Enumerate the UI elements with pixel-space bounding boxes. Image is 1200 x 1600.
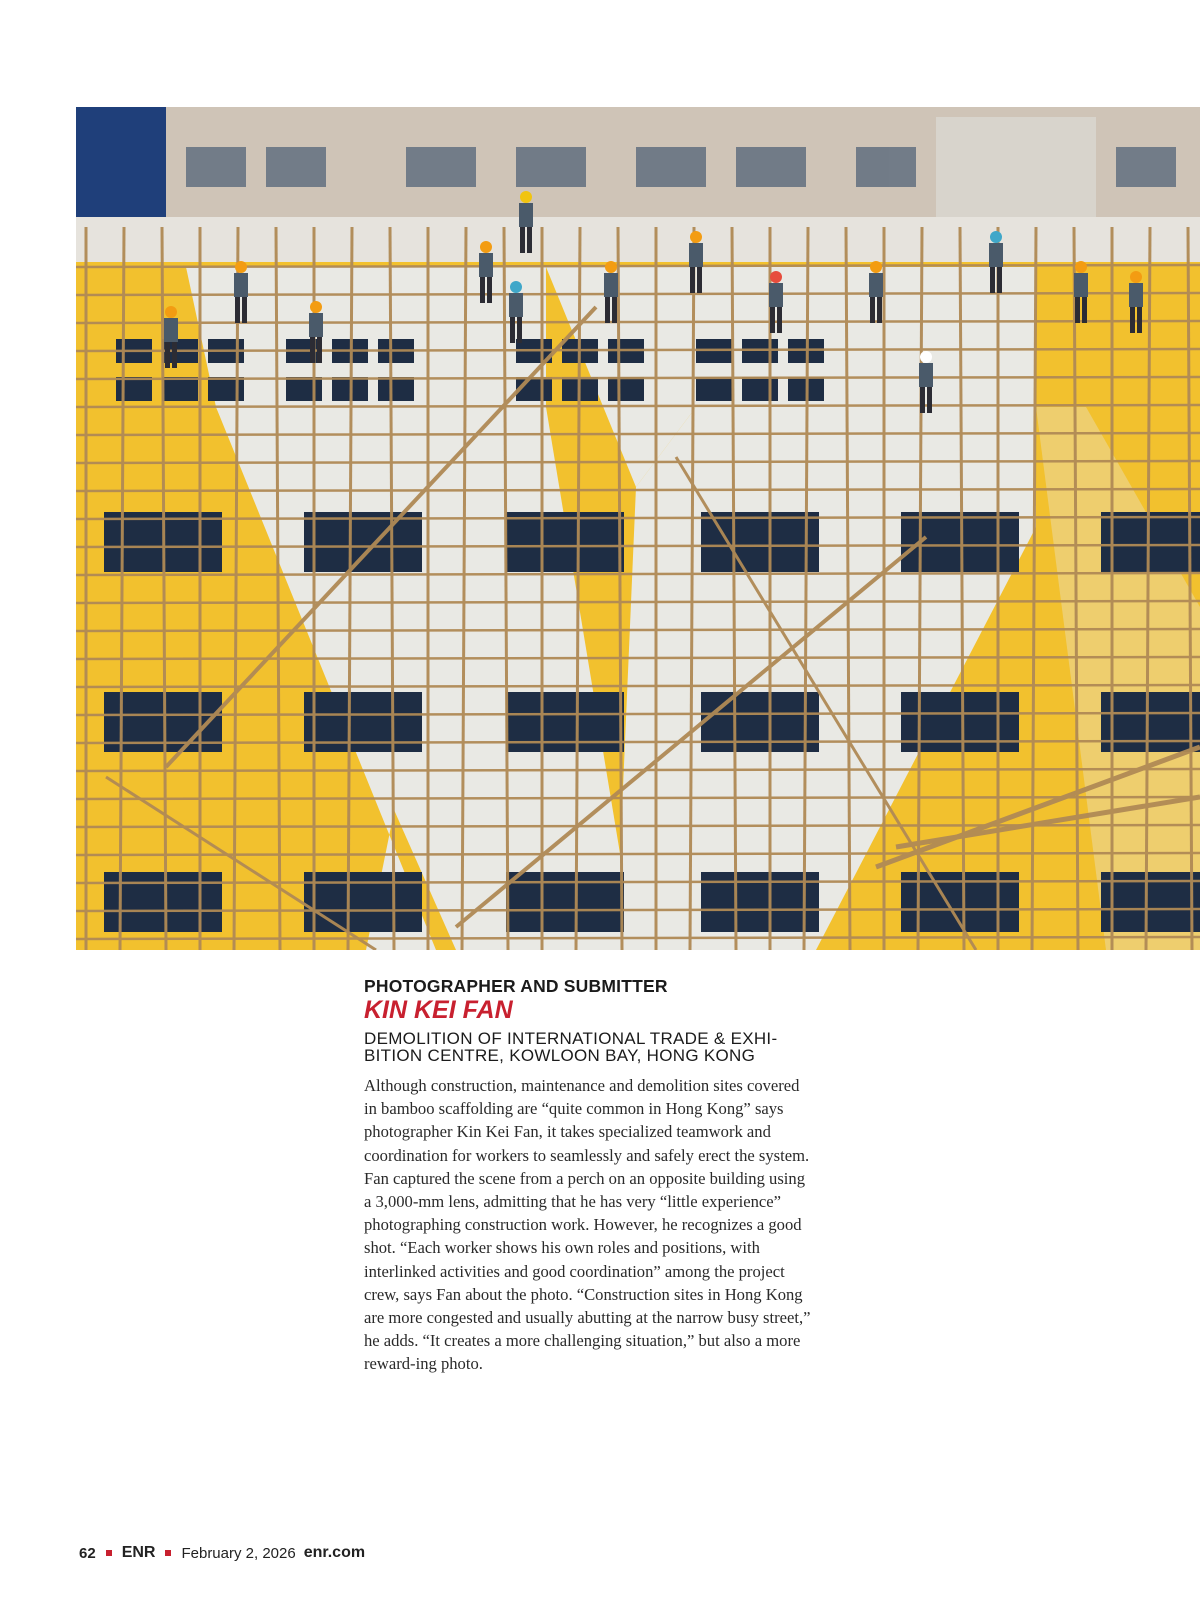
scaffolding-illustration [76,107,1200,950]
issue-date: February 2, 2026 [181,1544,296,1562]
article-body: Although construction, maintenance and demolition sites covered in bamboo scaffolding are “quite common in Hong Kong” says photographer Kin Kei Fan, it takes specialized teamwork and coordination for workers to seamlessly and safely erect the system. Fan captured the scene from a perch on an opposite building using a 3,000-mm lens, admitting that he has very “little experience” photographing construction work. However, he recognizes a good shot. “Each worker shows his own roles and positions, with interlinked activities and good coordination” among the project crew, says Fan about the photo. “Construction sites in Hong Kong are more congested and usually abutting at the narrow busy street,” he adds. “It creates a more challenging situation,” but also a more reward-ing photo. [364,1076,811,1374]
kicker: PHOTOGRAPHER AND SUBMITTER [364,976,668,996]
site-url[interactable]: enr.com [303,1544,366,1561]
separator-square-icon [165,1550,171,1556]
photographer-name: KIN KEI FAN [364,996,513,1024]
photo-caption-article [364,976,816,1376]
separator-square-icon [106,1550,112,1556]
page-number: 62 [79,1544,96,1562]
scaffolding-photo [76,107,1200,950]
photo-location: DEMOLITION OF INTERNATIONAL TRADE & EXHI-BITION CENTRE, KOWLOON BAY, HONG KONG [364,1029,778,1065]
brand-name: ENR [121,1544,156,1561]
page-footer [79,1544,365,1562]
